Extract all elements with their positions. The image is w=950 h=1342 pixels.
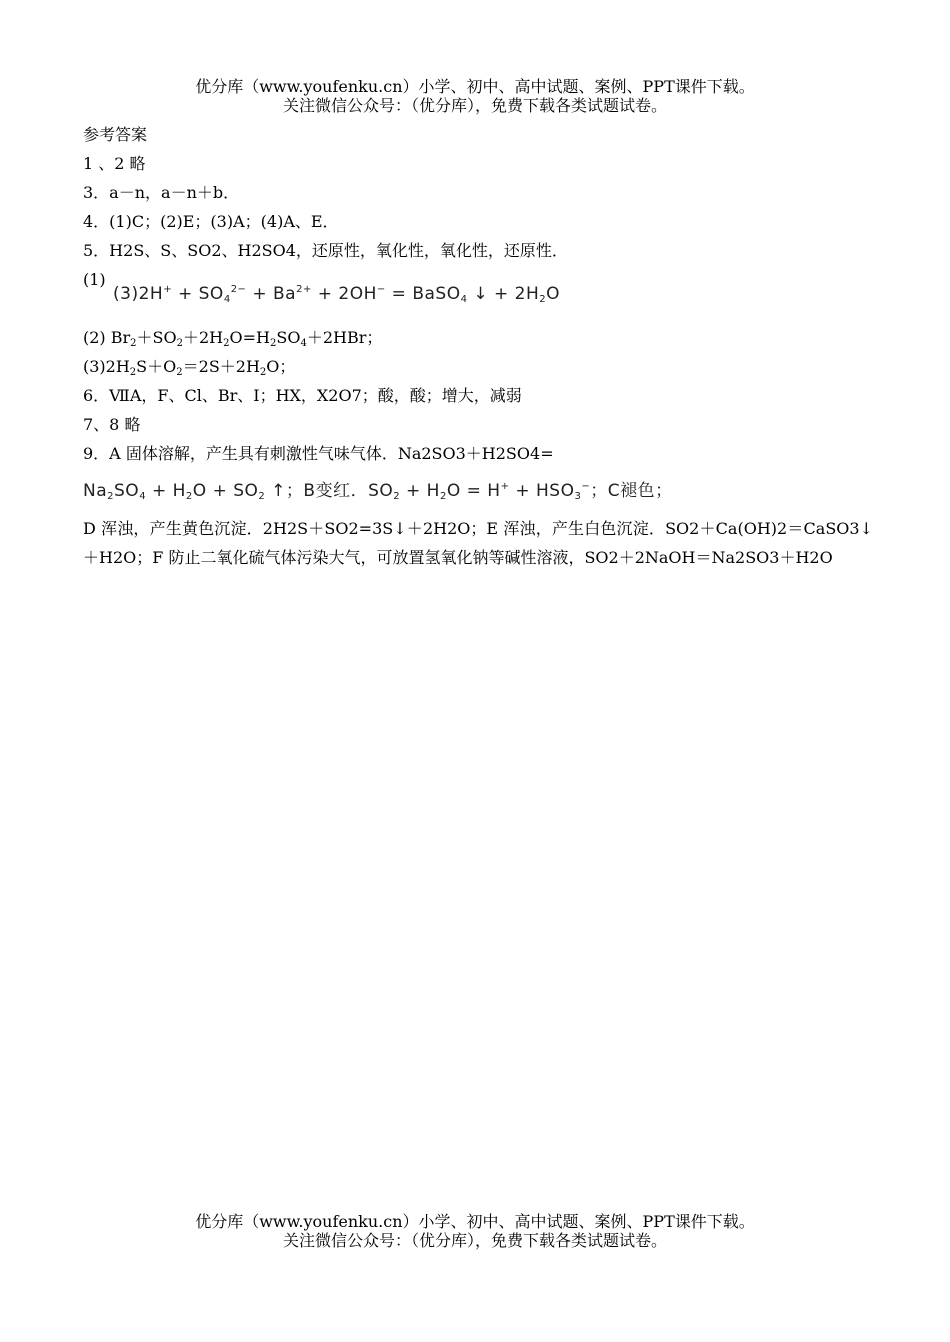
answer-5-1 xyxy=(83,265,873,323)
answer-6: 6．ⅦA，F、Cl、Br、I；HX，X2O7；酸，酸；增大，减弱 xyxy=(83,386,522,405)
answer-9-continuation: D 浑浊，产生黄色沉淀．2H2S＋SO2=3S↓＋2H2O；E 浑浊，产生白色沉淀．SO2＋Ca(OH)2＝CaSO3↓＋H2O；F 防止二氧化硫气体污染大气，可放置氢氧化钠等碱性溶液，SO2＋2NaOH＝Na2SO3＋H2O xyxy=(83,519,873,567)
answer-title: 参考答案 xyxy=(83,125,148,144)
header-line-1: 优分库（www.youfenku.cn）小学、初中、高中试题、案例、PPT课件下载。 xyxy=(195,77,755,96)
header-line-2: 关注微信公众号：（优分库），免费下载各类试题试卷。 xyxy=(282,96,667,115)
footer-line-2: 关注微信公众号：（优分库），免费下载各类试题试卷。 xyxy=(282,1231,667,1250)
page-footer xyxy=(0,1212,950,1250)
answer-content xyxy=(83,120,873,572)
answer-9: 9．A 固体溶解，产生具有刺激性气味气体．Na2SO3＋H2SO4= xyxy=(83,444,554,463)
answer-5-1-label: (1) xyxy=(83,270,106,289)
answer-9-equation-image: $Na_2SO_4 + H_2O + SO_2$ ↑；B变红．$SO_2 + H_2O = H^+ + HSO_3^-$；C褪色； xyxy=(83,481,673,502)
answer-5: 5．H2S、S、SO2、H2SO4，还原性，氧化性，氧化性，还原性． xyxy=(83,241,568,260)
page-header xyxy=(0,77,950,115)
answer-5-3: $(3)2H_2S+O_2=2S+2H_2O$； xyxy=(83,357,296,378)
answer-3: 3．a－n，a－n＋b． xyxy=(83,183,240,202)
footer-line-1: 优分库（www.youfenku.cn）小学、初中、高中试题、案例、PPT课件下载。 xyxy=(195,1212,755,1231)
answer-4: 4．(1)C；(2)E；(3)A；(4)A、E． xyxy=(83,212,339,231)
answer-5-2: (2) $Br_2+SO_2+2H_2O=H_2SO_4+2HBr$； xyxy=(83,328,383,349)
ionic-equation-image: $(3)2H^+ + SO_4^{2-} + Ba^{2+} + 2OH^-$ = BaSO$_4$ ↓ + $2H_2O$ xyxy=(113,284,561,305)
answer-7-8: 7、8 略 xyxy=(83,415,141,434)
answer-1-2: 1 、2 略 xyxy=(83,154,146,173)
